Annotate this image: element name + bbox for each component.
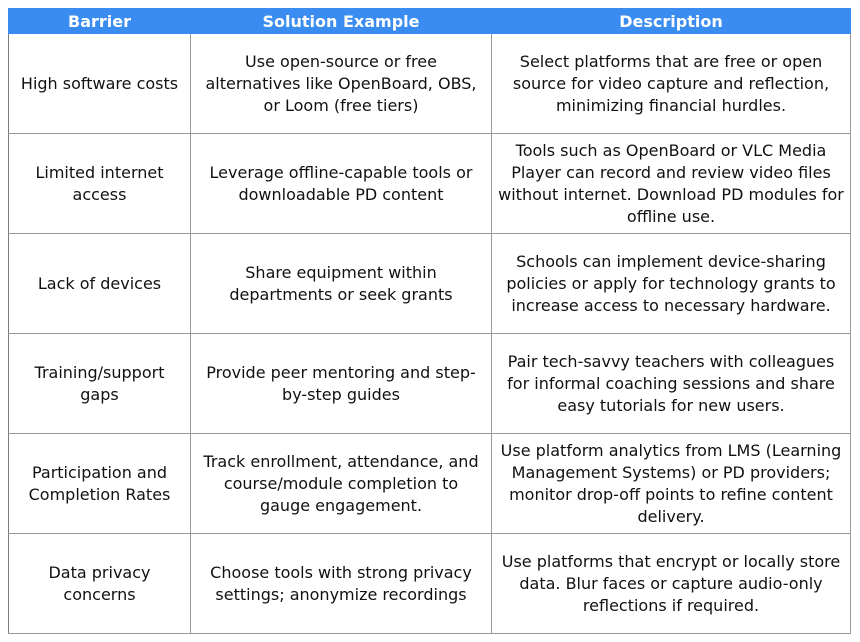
cell-barrier: High software costs [9, 34, 191, 134]
table-row [9, 34, 851, 134]
cell-barrier: Limited internet access [9, 134, 191, 234]
cell-description: Pair tech-savvy teachers with colleagues for informal coaching sessions and share easy tutorials for new users. [492, 334, 851, 434]
header-row [9, 9, 851, 34]
table-row [9, 334, 851, 434]
header-description: Description [492, 9, 851, 34]
cell-solution: Share equipment within departments or seek grants [191, 234, 492, 334]
barriers-table-container [8, 8, 850, 634]
cell-description: Tools such as OpenBoard or VLC Media Player can record and review video files without internet. Download PD modules for offline use. [492, 134, 851, 234]
header-solution-example: Solution Example [191, 9, 492, 34]
cell-solution: Provide peer mentoring and step-by-step guides [191, 334, 492, 434]
header-barrier: Barrier [9, 9, 191, 34]
table-body [9, 34, 851, 634]
cell-description: Use platform analytics from LMS (Learning Management Systems) or PD providers; monitor drop-off points to refine content delivery. [492, 434, 851, 534]
cell-barrier: Participation and Completion Rates [9, 434, 191, 534]
table-header [9, 9, 851, 34]
table-row [9, 434, 851, 534]
cell-description: Schools can implement device-sharing policies or apply for technology grants to increase access to necessary hardware. [492, 234, 851, 334]
cell-solution: Leverage offline-capable tools or downloadable PD content [191, 134, 492, 234]
barriers-table [8, 8, 851, 634]
table-row [9, 134, 851, 234]
cell-barrier: Lack of devices [9, 234, 191, 334]
cell-solution: Choose tools with strong privacy settings; anonymize recordings [191, 534, 492, 634]
cell-description: Use platforms that encrypt or locally store data. Blur faces or capture audio-only reflections if required. [492, 534, 851, 634]
table-row [9, 534, 851, 634]
cell-barrier: Data privacy concerns [9, 534, 191, 634]
cell-solution: Use open-source or free alternatives like OpenBoard, OBS, or Loom (free tiers) [191, 34, 492, 134]
cell-barrier: Training/support gaps [9, 334, 191, 434]
table-row [9, 234, 851, 334]
cell-solution: Track enrollment, attendance, and course/module completion to gauge engagement. [191, 434, 492, 534]
cell-description: Select platforms that are free or open source for video capture and reflection, minimizing financial hurdles. [492, 34, 851, 134]
